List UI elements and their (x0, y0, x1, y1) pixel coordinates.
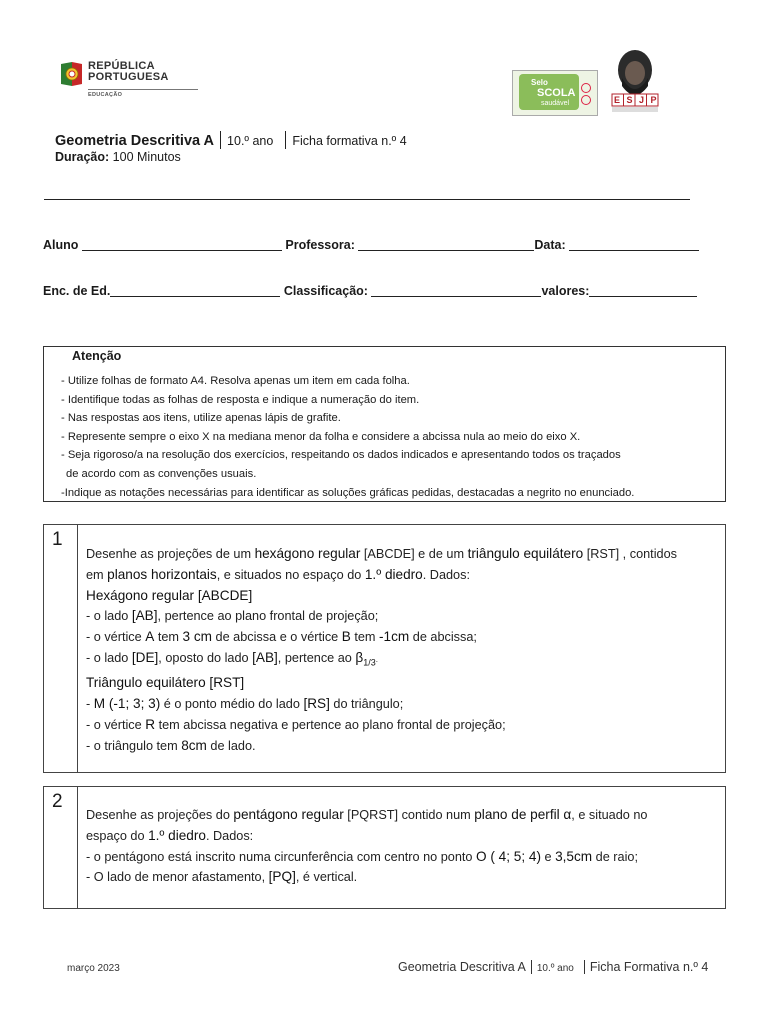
attention-item: de acordo com as convenções usuais. (66, 467, 257, 480)
text: , oposto do lado (158, 650, 253, 665)
logo-line-1: REPÚBLICA (88, 60, 155, 72)
text: tem (350, 630, 380, 645)
portugal-flag-icon (58, 60, 84, 88)
selo-escola-saudavel-logo (512, 70, 598, 116)
text: e (540, 849, 556, 864)
document-title (55, 131, 407, 149)
subject-title: Geometria Descritiva A (55, 133, 215, 149)
text: triângulo equilátero (467, 546, 584, 561)
ficha-label: Ficha formativa n.º 4 (292, 134, 407, 148)
data-field[interactable] (569, 238, 699, 251)
text: é o ponto médio do lado (160, 697, 304, 712)
attention-heading: Atenção (72, 349, 122, 363)
professora-field[interactable] (358, 238, 534, 251)
duration (55, 150, 181, 164)
q1-line (86, 565, 677, 586)
esjp-label: ESJP (614, 95, 664, 105)
enc-label: Enc. de Ed. (43, 284, 111, 298)
text: [PQRST] contido num (343, 808, 475, 822)
attention-item: - Seja rigoroso/a na resolução dos exercícios, respeitando os dados indicados e apresentando todos os traçados (61, 449, 621, 462)
classificacao-field[interactable] (371, 284, 541, 297)
text: B (341, 629, 351, 645)
text: , é vertical. (295, 870, 358, 885)
footer-ficha: Ficha Formativa n.º 4 (589, 960, 709, 974)
footer-divider (584, 960, 585, 974)
text: [AB] (252, 649, 278, 665)
text: - o pentágono está inscrito numa circunferência com centro no ponto (86, 849, 477, 864)
q2-line (86, 805, 647, 826)
text: -1cm (379, 629, 410, 645)
aluno-field[interactable] (82, 238, 282, 251)
q1-subheading: Hexágono regular [ABCDE] (86, 587, 253, 603)
text: . Dados: (422, 567, 470, 582)
student-fields-row (43, 238, 699, 252)
q2-line (86, 826, 647, 847)
footer-date: março 2023 (67, 963, 120, 974)
attention-item: - Represente sempre o eixo X na mediana menor da folha e considere a abcissa nula ao meio do eixo X. (61, 430, 581, 443)
text: - o triângulo tem (86, 738, 182, 753)
q2-line (86, 867, 647, 888)
text: , e situado no (571, 808, 648, 822)
question-2-box (43, 786, 726, 909)
text: . Dados: (205, 828, 254, 843)
logo-line-2: PORTUGUESA (88, 71, 169, 83)
footer-year: 10.º ano (536, 963, 574, 974)
q1-line (86, 544, 677, 565)
selo-text-3: saudável (541, 100, 570, 107)
attention-item: - Utilize folhas de formato A4. Resolva apenas um item em cada folha. (61, 375, 410, 387)
duration-value: 100 Minutos (112, 150, 181, 164)
q1-line (86, 627, 677, 648)
text: [RS] (303, 696, 330, 712)
text: O ( 4; 5; 4) (476, 848, 541, 864)
text: . (375, 654, 378, 664)
text: R (145, 716, 156, 732)
title-divider (285, 131, 286, 149)
q1-line (86, 736, 677, 757)
text: [DE] (131, 649, 159, 665)
attention-item: - Identifique todas as folhas de resposta e indique a numeração do item. (61, 393, 420, 406)
text: [AB] (131, 608, 158, 624)
text: 3 cm (182, 629, 212, 645)
q1-line (86, 715, 677, 736)
data-label: Data: (534, 238, 566, 252)
professora-label: Professora: (285, 238, 355, 252)
text: - o vértice (86, 630, 146, 645)
text: - o vértice (86, 717, 146, 732)
q2-line (86, 847, 647, 868)
q1-line (86, 694, 677, 715)
text: hexágono regular (254, 546, 361, 561)
esjp-school-logo (608, 48, 662, 114)
text: 3,5cm (555, 848, 593, 864)
text: 1.º diedro (148, 827, 206, 843)
footer-subject: Geometria Descritiva A (398, 960, 526, 974)
text: 1.º diedro (364, 566, 423, 582)
text: de abcissa; (409, 630, 477, 645)
attention-item: - Nas respostas aos itens, utilize apenas lápis de grafite. (61, 412, 341, 425)
text: , pertence ao (277, 650, 356, 665)
text: 1/3 (363, 657, 376, 668)
text: [RST] , contidos (583, 547, 677, 561)
text: de lado. (206, 738, 256, 753)
text: de abcissa e o vértice (211, 630, 342, 645)
text: M (-1; 3; 3) (93, 696, 161, 712)
text: planos horizontais (107, 566, 217, 582)
text: - O lado de menor afastamento, (86, 870, 269, 885)
question-number: 1 (52, 529, 63, 550)
selo-text-2: SCOLA (537, 87, 576, 99)
question-number: 2 (52, 791, 63, 812)
text: β (355, 649, 364, 665)
text: de raio; (592, 849, 638, 864)
text: Desenhe as projeções do (86, 808, 234, 822)
text: - o lado (86, 609, 132, 624)
text: plano de perfil α (474, 807, 572, 822)
text: espaço do (86, 828, 149, 843)
duration-label: Duração: (55, 150, 110, 164)
attention-box (43, 346, 726, 502)
footer-divider (531, 960, 532, 974)
q1-line (86, 648, 677, 673)
question-1-text (86, 544, 677, 757)
enc-field[interactable] (110, 284, 280, 297)
aluno-label: Aluno (43, 238, 79, 252)
text: - o lado (86, 650, 132, 665)
footer-title (398, 960, 708, 974)
grade-fields-row (43, 284, 697, 298)
selo-circle-icon (581, 83, 591, 93)
text: A (145, 629, 155, 645)
text: - (86, 697, 94, 712)
q1-line (86, 606, 677, 627)
selo-text-1: Selo (531, 78, 548, 87)
text: do triângulo; (329, 697, 404, 712)
text: 8cm (181, 737, 207, 753)
text: [ABCDE] e de um (360, 547, 468, 561)
classificacao-label: Classificação: (283, 284, 368, 298)
text: em (86, 567, 108, 582)
logo-subtitle: EDUCAÇÃO (88, 89, 198, 98)
republica-portuguesa-logo (58, 58, 188, 102)
question-1-box (43, 524, 726, 773)
year-label: 10.º ano (227, 134, 274, 148)
text: tem abcissa negativa e pertence ao plano frontal de projeção; (155, 717, 506, 732)
title-divider (220, 131, 221, 149)
valores-label: valores: (541, 284, 590, 298)
text: , pertence ao plano frontal de projeção; (157, 609, 379, 624)
valores-field[interactable] (589, 284, 697, 297)
text: [PQ] (268, 869, 296, 885)
text: , e situados no espaço do (216, 567, 365, 582)
text: pentágono regular (233, 807, 344, 822)
attention-list (61, 372, 634, 502)
attention-item: -Indique as notações necessárias para identificar as soluções gráficas pedidas, destacadas a negrito no enunciado. (61, 486, 635, 499)
question-2-text (86, 805, 647, 888)
q1-subheading: Triângulo equilátero [RST] (86, 675, 245, 691)
separator-line (44, 199, 690, 200)
text: Desenhe as projeções de um (86, 547, 255, 561)
text: tem (154, 630, 183, 645)
selo-circle-icon (581, 95, 591, 105)
